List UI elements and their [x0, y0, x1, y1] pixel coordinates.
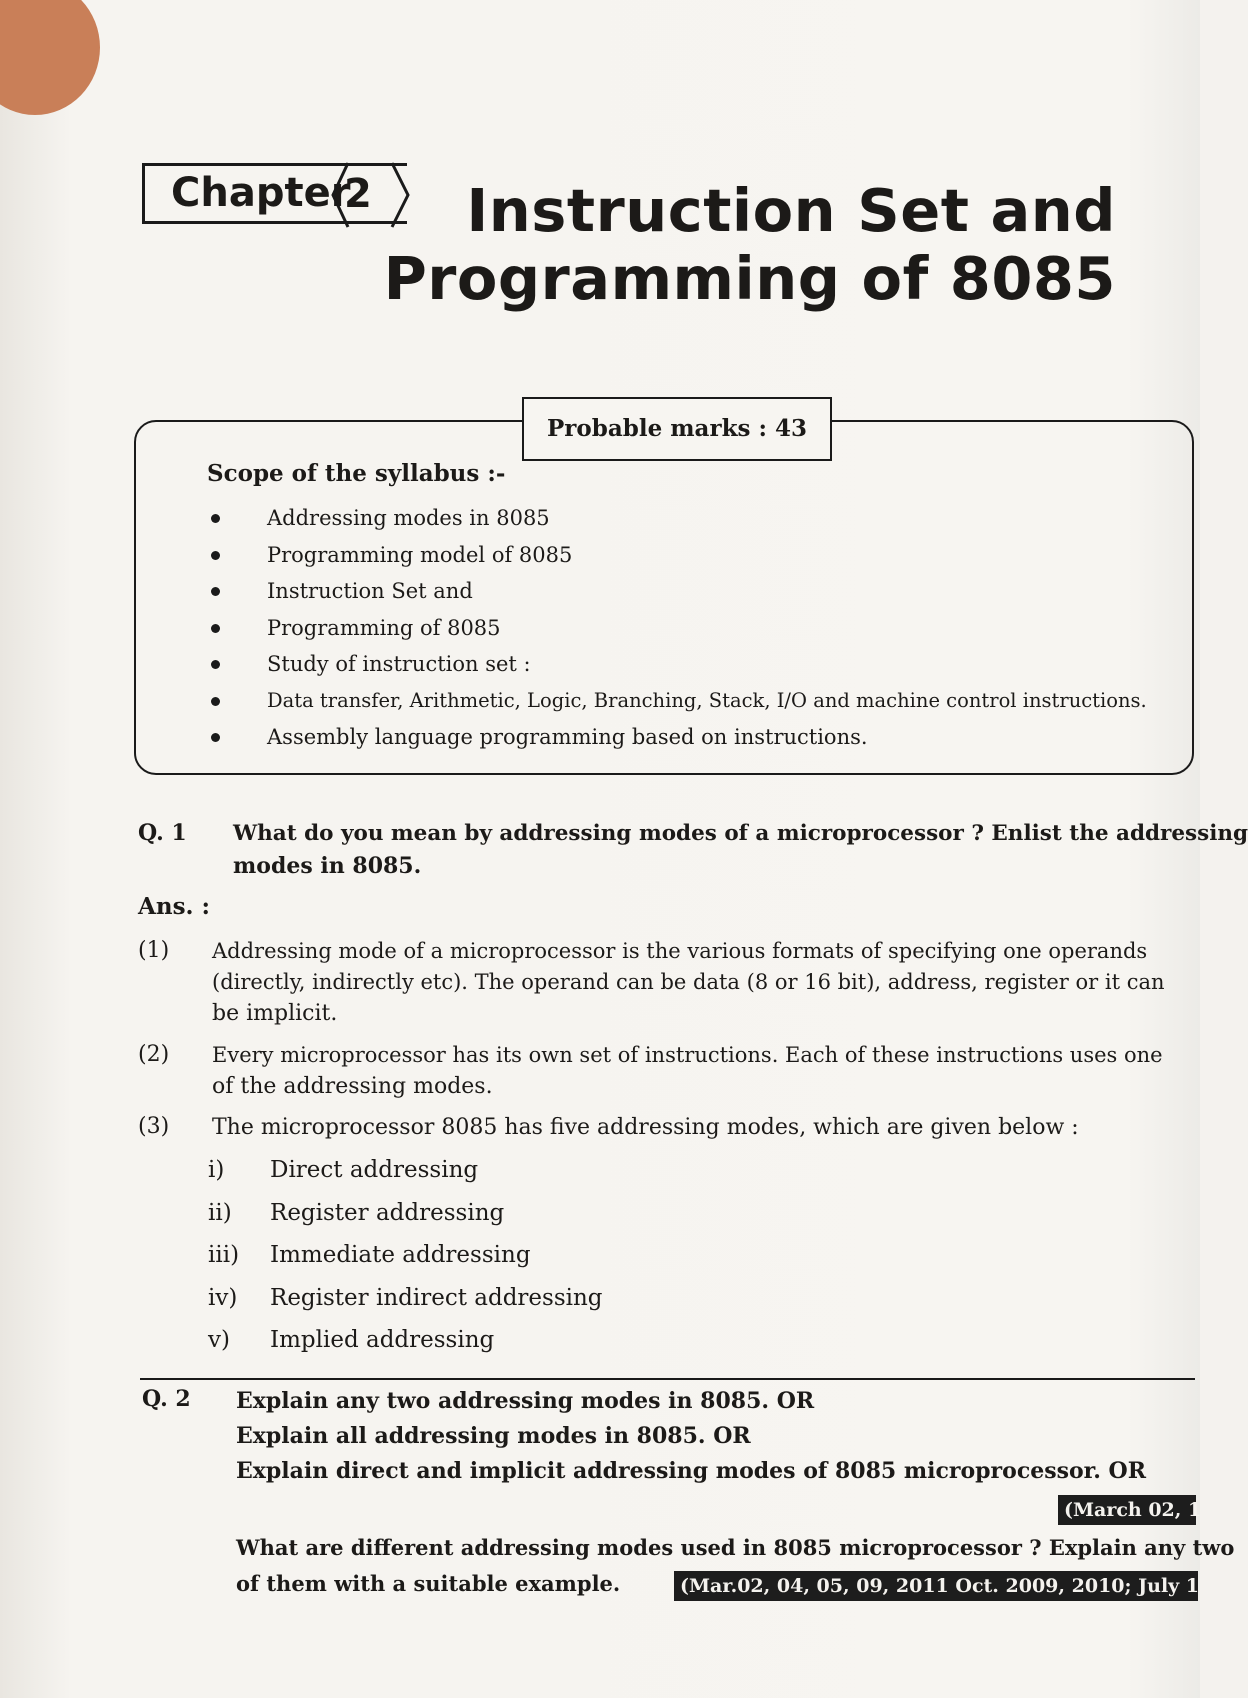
list-item: Addressing modes in 8085 [207, 500, 1187, 537]
point-2-number: (2) [138, 1042, 170, 1067]
bullet-icon [211, 733, 220, 742]
question-1-line-2: modes in 8085. [233, 853, 422, 879]
probable-marks-box: Probable marks : 43 [522, 397, 832, 461]
list-item: iv) Register indirect addressing [208, 1284, 603, 1311]
question-2-text-continued: What are different addressing modes used in 8085 microprocessor ? Explain any two of them with a suitable example. [236, 1535, 1235, 1596]
bullet-icon [211, 660, 220, 669]
list-item: i) Direct addressing [208, 1157, 479, 1183]
point-3-number: (3) [138, 1114, 170, 1139]
list-item: Data transfer, Arithmetic, Logic, Branching, Stack, I/O and machine control instructions. [207, 683, 1187, 720]
scope-heading: Scope of the syllabus :- [207, 460, 506, 487]
answer-label: Ans. : [138, 893, 211, 920]
chapter-title-line-1: Instruction Set and [466, 176, 1116, 245]
bullet-icon [211, 514, 220, 523]
point-1-text: Addressing mode of a microprocessor is the various formats of specifying one operands (directly, indirectly etc). The operand can be data (8 or 16 bit), address, register or it can be implicit. [212, 939, 1165, 1026]
list-item: iii) Immediate addressing [208, 1242, 531, 1268]
bullet-icon [211, 587, 220, 596]
scope-list [207, 500, 1187, 756]
point-3-text: The microprocessor 8085 has five addressing modes, which are given below : [212, 1115, 1079, 1140]
question-2-number: Q. 2 [142, 1386, 191, 1412]
list-item: v) Implied addressing [208, 1327, 495, 1353]
chapter-title [384, 175, 1116, 315]
chapter-title-line-2: Programming of 8085 [383, 244, 1116, 313]
chapter-label: Chapter [142, 163, 407, 224]
list-item: Instruction Set and [207, 573, 1187, 610]
exam-reference-badge: (March 02, 18 [1058, 1495, 1196, 1525]
question-1-number: Q. 1 [138, 820, 187, 846]
list-item: ii) Register addressing [208, 1199, 505, 1226]
point-2-text: Every microprocessor has its own set of instructions. Each of these instructions uses one of the addressing modes. [212, 1043, 1163, 1099]
bullet-icon [211, 624, 220, 633]
point-1-number: (1) [138, 938, 170, 963]
bullet-icon [211, 697, 220, 706]
list-item: Programming model of 8085 [207, 537, 1187, 574]
chapter-number: 2 [344, 171, 372, 217]
list-item: Programming of 8085 [207, 610, 1187, 647]
question-1-line-1: What do you mean by addressing modes of a microprocessor ? Enlist the addressing [233, 821, 1248, 846]
exam-reference-badge: (Mar.02, 04, 05, 09, 2011 Oct. 2009, 2010; July 17 [674, 1571, 1198, 1601]
list-item: Study of instruction set : [207, 646, 1187, 683]
list-item: Assembly language programming based on instructions. [207, 719, 1187, 756]
question-2-text: Explain any two addressing modes in 8085. OR Explain all addressing modes in 8085. OR Explain direct and implicit addressing modes of 8085 microprocessor. OR [236, 1388, 1146, 1484]
section-divider [140, 1378, 1195, 1380]
question-1-text [233, 818, 1248, 882]
addressing-modes-list [208, 1150, 603, 1363]
bullet-icon [211, 551, 220, 560]
